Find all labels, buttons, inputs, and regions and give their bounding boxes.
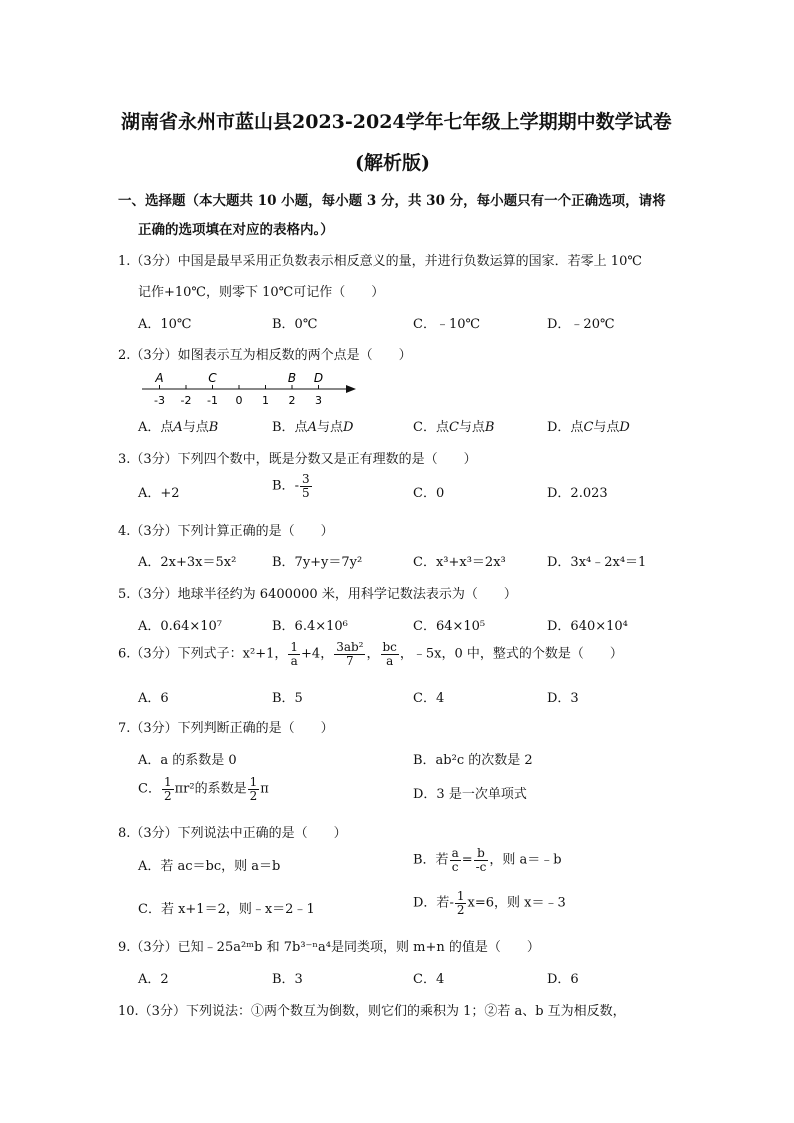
question-8-option-d: D．若- $\frac{1}{2}$ x=6，则 x＝﹣3 [413,889,566,917]
question-5-stem: 5.（3分）地球半径约为 6400000 米，用科学记数法表示为（ ） [118,587,517,602]
question-1-option-b: B．0℃ [272,317,318,332]
number-line-figure [140,366,365,408]
number-line-point-c: C [208,371,217,385]
question-1-option-d: D．﹣20℃ [547,317,615,332]
question-8-option-b: B．若 $\frac{a}{c}$ = $\frac{b}{-c}$ ，则 a＝﹣b [413,846,562,874]
question-5-option-b: B．6.4×10⁶ [272,619,348,634]
question-4-option-a: A．2x+3x＝5x² [138,555,237,570]
question-6-stem: 6.（3分）下列式子：x²+1， $\frac{1}{a}$ +4， $\frac{\text{3ab²}}{7}$ ， $\frac{bc}{a}$ ，﹣5x，0 中，整式的个数是（ ） [118,640,623,668]
number-line-tick-label: 3 [315,394,322,407]
question-7-stem: 7.（3分）下列判断正确的是（ ） [118,721,334,736]
question-1-option-a: A．10℃ [138,317,192,332]
question-5-option-c: C．64×10⁵ [413,619,486,634]
question-7-option-b: B．ab²c 的次数是 2 [413,753,533,768]
question-9-option-d: D．6 [547,972,579,987]
question-5-option-d: D．640×10⁴ [547,619,628,634]
question-3-option-d: D．2.023 [547,486,608,501]
number-line-point-b: B [287,371,297,385]
question-2-option-a: A．点A与点B [138,420,219,435]
question-8-option-c: C．若 x+1＝2，则﹣x＝2﹣1 [138,902,315,917]
question-2-stem: 2.（3分）如图表示互为相反数的两个点是（ ） [118,348,412,363]
question-4-stem: 4.（3分）下列计算正确的是（ ） [118,524,334,539]
question-4-option-c: C．x³+x³＝2x³ [413,555,506,570]
number-line-tick-label: 1 [262,394,269,407]
number-line-point-d: D [313,371,324,385]
number-line-point-a: A [155,371,164,385]
number-line-tick-label: -3 [154,394,165,407]
question-6-option-a: A．6 [138,691,169,706]
arrow-icon [346,385,356,393]
question-3-stem: 3.（3分）下列四个数中，既是分数又是正有理数的是（ ） [118,452,477,467]
section-header: 一、选择题（本大题共 10 小题，每小题 3 分，共 30 分，每小题只有一个正确选项，请将 [118,193,666,209]
question-5-option-a: A．0.64×10⁷ [138,619,222,634]
question-4-option-b: B．7y+y＝7y² [272,555,363,570]
question-9-stem: 9.（3分）已知﹣25a²ᵐb 和 7b³⁻ⁿa⁴是同类项，则 m+n 的值是（ ） [118,940,540,955]
question-7-option-c: C． $\frac{1}{2}$ πr²的系数是 $\frac{1}{2}$ π [138,775,269,803]
question-8-stem: 8.（3分）下列说法中正确的是（ ） [118,826,347,841]
question-1-option-c: C．﹣10℃ [413,317,481,332]
section-header-cont: 正确的选项填在对应的表格内。） [138,222,334,238]
number-line-tick-label: 2 [288,394,296,407]
question-6-option-c: C．4 [413,691,445,706]
question-9-option-c: C．4 [413,972,445,987]
question-6-option-b: B．5 [272,691,303,706]
question-9-option-b: B．3 [272,972,303,987]
question-10-stem: 10.（3分）下列说法：①两个数互为倒数，则它们的乘积为 1；②若 a、b 互为相反数， [118,1004,626,1019]
question-7-option-d: D．3 是一次单项式 [413,787,527,802]
number-line-tick-label: -2 [180,394,192,407]
question-3-option-a: A．+2 [138,486,180,501]
question-8-option-a: A．若 ac＝bc，则 a＝b [138,859,281,874]
question-4-option-d: D．3x⁴﹣2x⁴＝1 [547,555,647,570]
number-line-tick-label: 0 [235,394,243,407]
question-3-option-b: B．- $\frac{3}{5}$ [272,472,310,500]
number-line-tick-label: -1 [207,394,218,407]
question-2-option-d: D．点C与点D [547,420,630,435]
page-title: 湖南省永州市蓝山县2023-2024学年七年级上学期期中数学试卷 [121,111,672,133]
question-2-option-c: C．点C与点B [413,420,495,435]
question-9-option-a: A．2 [138,972,169,987]
question-6-option-d: D．3 [547,691,579,706]
question-7-option-a: A．a 的系数是 0 [138,753,237,768]
question-1-stem-cont: 记作+10℃，则零下 10℃可记作（ ） [138,285,385,300]
question-2-option-b: B．点A与点D [272,420,354,435]
question-1-stem: 1.（3分）中国是最早采用正负数表示相反意义的量，并进行负数运算的国家．若零上 10℃ [118,254,642,269]
question-3-option-c: C．0 [413,486,445,501]
page-subtitle: (解析版) [355,152,430,174]
